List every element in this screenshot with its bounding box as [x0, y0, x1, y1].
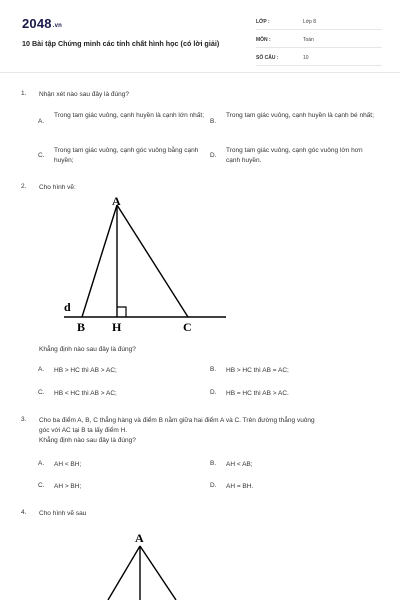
option-letter: A. — [38, 460, 45, 467]
triangle-figure — [60, 193, 232, 337]
option-letter: A. — [38, 118, 45, 125]
option-text: AH < BH; — [54, 461, 82, 468]
option-letter: B. — [210, 460, 217, 467]
worksheet-title: 10 Bài tập Chứng minh các tính chất hình học (có lời giải) — [22, 39, 220, 48]
question-number: 4. — [21, 509, 27, 516]
meta-question-count — [256, 54, 382, 66]
question-text-line-1: Cho ba điểm A, B, C thẳng hàng và điểm B nằm giữa hai điểm A và C. Trên đường thẳng vuông — [39, 417, 315, 424]
worksheet-meta — [256, 18, 382, 72]
option-text: Trong tam giác vuông, cạnh góc vuông lớn hơn cạnh huyền. — [226, 147, 363, 164]
site-logo[interactable] — [22, 16, 62, 31]
question-text: Cho hình vẽ sau — [39, 510, 87, 517]
option-text: HB > HC thì AB = AC; — [226, 367, 289, 374]
logo-suffix: .vn — [52, 23, 63, 29]
meta-label: MÔN : — [256, 37, 271, 43]
label-a: A — [135, 531, 144, 545]
option-letter: C. — [38, 389, 45, 396]
option-letter: D. — [210, 482, 217, 489]
question-number: 3. — [21, 416, 27, 423]
option-letter: D. — [210, 152, 217, 159]
option-letter: C. — [38, 482, 45, 489]
meta-label: SỐ CÂU : — [256, 55, 279, 61]
worksheet-header — [20, 6, 382, 64]
question-number: 2. — [21, 183, 27, 190]
question-prompt: Khẳng định nào sau đây là đúng? — [39, 346, 136, 353]
segment-ab — [82, 205, 117, 317]
question-text: Nhận xét nào sau đây là đúng? — [39, 91, 129, 98]
right-angle-mark — [117, 307, 126, 317]
option-letter: C. — [38, 152, 45, 159]
option-text: HB < HC thì AB > AC; — [54, 390, 117, 397]
option-text: Trong tam giác vuông, cạnh góc vuông bằng cạnh huyền; — [54, 147, 199, 164]
question-text-line-3: Khẳng định nào sau đây là đúng? — [39, 437, 136, 444]
label-h: H — [112, 320, 122, 334]
question-text: Cho hình vẽ: — [39, 184, 76, 191]
meta-value: Lớp 8 — [303, 19, 317, 25]
label-a: A — [112, 194, 121, 208]
figure-q4 — [90, 528, 200, 600]
logo-text: 2048 — [22, 16, 52, 31]
label-d: d — [64, 300, 71, 314]
meta-label: LỚP : — [256, 19, 270, 25]
option-text: AH > BH; — [54, 483, 82, 490]
option-text: HB = HC thì AB > AC. — [226, 390, 289, 397]
meta-value: 10 — [303, 55, 309, 61]
header-divider — [0, 72, 400, 73]
label-b: B — [77, 320, 86, 334]
meta-subject — [256, 36, 382, 48]
question-number: 1. — [21, 90, 27, 97]
segment-left — [108, 546, 140, 600]
label-c: C — [183, 320, 192, 334]
option-text: Trong tam giác vuông, cạnh huyền là cạnh lớn nhất; — [54, 112, 205, 119]
meta-grade — [256, 18, 382, 30]
option-letter: D. — [210, 389, 217, 396]
segment-right — [140, 546, 176, 600]
option-text: AH = BH. — [226, 483, 254, 490]
segment-ac — [117, 205, 188, 317]
option-text: AH < AB; — [226, 461, 253, 468]
option-letter: A. — [38, 366, 45, 373]
option-letter: B. — [210, 366, 217, 373]
option-text: HB > HC thì AB > AC; — [54, 367, 117, 374]
option-text: Trong tam giác vuông, cạnh huyền là cạnh bé nhất; — [226, 112, 374, 119]
option-letter: B. — [210, 118, 217, 125]
meta-value: Toán — [303, 37, 314, 43]
question-text-line-2: góc với AC tại B ta lấy điểm H. — [39, 427, 128, 434]
